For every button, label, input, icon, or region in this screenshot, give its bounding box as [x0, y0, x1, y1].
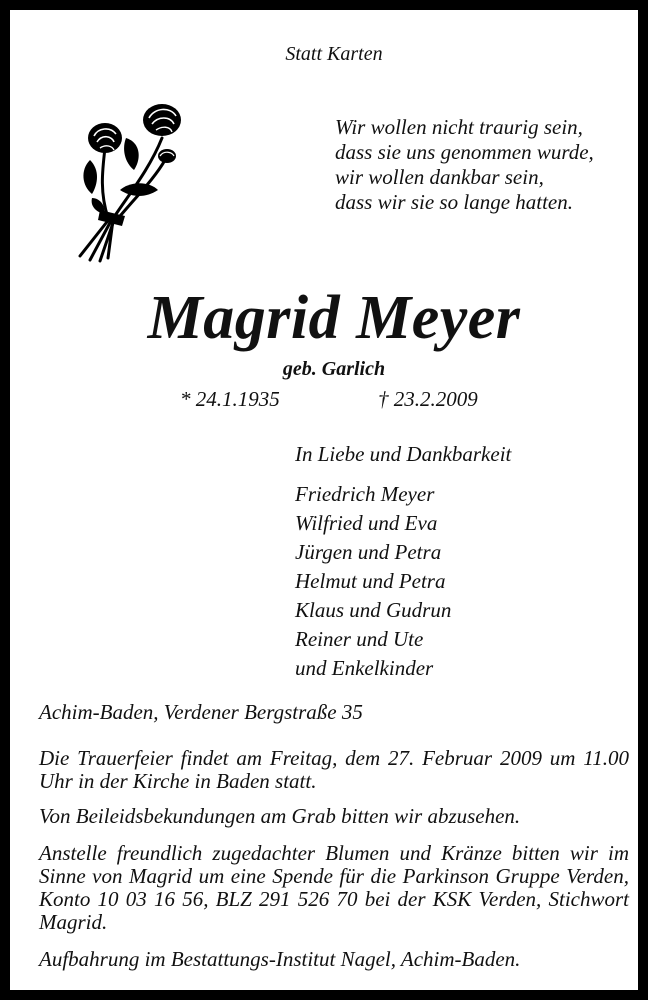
mourner-name: Jürgen und Petra: [295, 540, 442, 564]
deceased-name: Magrid Meyer: [147, 284, 521, 352]
mourner-name: Helmut und Petra: [295, 569, 446, 593]
mourners-intro: In Liebe und Dankbarkeit: [295, 442, 512, 466]
donation-notice: Anstelle freundlich zugedachter Blumen und Kränze bitten wir im Sinne von Magrid um eine Spende für die Parkinson Gruppe Verden, Konto 10 03 16 56, BLZ 291 526 70 bei der KSK Verden, Stichwort Magrid.: [39, 841, 629, 934]
mourner-name: und Enkelkinder: [295, 656, 434, 680]
poem-line: wir wollen dankbar sein,: [335, 165, 544, 189]
poem-line: dass wir sie so lange hatten.: [335, 190, 574, 214]
family-address: Achim-Baden, Verdener Bergstraße 35: [39, 700, 363, 724]
viewing-notice: Aufbahrung im Bestattungs-Institut Nagel, Achim-Baden.: [39, 947, 521, 971]
mourner-name: Reiner und Ute: [295, 627, 424, 651]
funeral-service-notice: Die Trauerfeier findet am Freitag, dem 27. Februar 2009 um 11.00 Uhr in der Kirche in Baden statt.: [39, 746, 629, 793]
mourners-list: [295, 480, 451, 683]
mourner-name: Wilfried und Eva: [295, 511, 438, 535]
poem: [335, 115, 594, 215]
birth-date: * 24.1.1935: [180, 387, 280, 411]
mourner-name: Klaus und Gudrun: [295, 598, 452, 622]
death-date: † 23.2.2009: [378, 387, 478, 411]
roses-bouquet-icon: [70, 98, 190, 263]
mourner-name: Friedrich Meyer: [295, 482, 435, 506]
maiden-name: geb. Garlich: [282, 358, 386, 380]
poem-line: dass sie uns genommen wurde,: [335, 140, 594, 164]
header-statt-karten: Statt Karten: [285, 43, 383, 65]
poem-line: Wir wollen nicht traurig sein,: [335, 115, 583, 139]
condolence-notice: Von Beileidsbekundungen am Grab bitten wir abzusehen.: [39, 804, 521, 828]
